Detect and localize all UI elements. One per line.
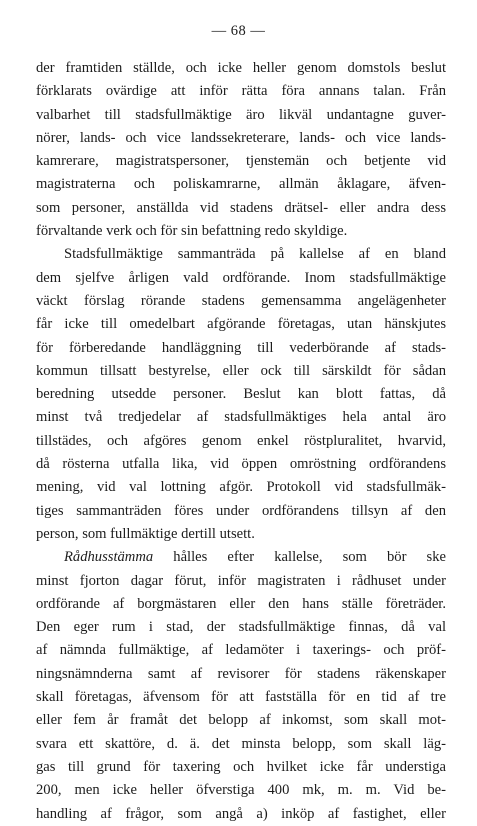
- text-line: kommun tillsatt bestyrelse, eller ock till särskildt för sådan: [36, 362, 446, 379]
- text-line: ningsnämnderna samt af revisorer för stadens räkenskaper: [36, 665, 446, 682]
- text-line: för förberedande handläggning till vederbörande af stads-: [36, 339, 446, 356]
- text-line: valbarhet till stadsfullmäktige äro likväl undantagne guver-: [36, 106, 446, 123]
- text-run: hålles efter kallelse, som bör ske: [153, 549, 446, 566]
- text-line: 200, men icke heller öfverstiga 400 mk, m. m. Vid be-: [36, 782, 446, 799]
- text-line: då rösterna utfalla lika, vid öppen omröstning ordförandens: [36, 456, 446, 473]
- text-line: eller fem år framåt det belopp af inkomst, som skall mot-: [36, 712, 446, 729]
- text-line: magistraterna och poliskamrarne, allmän åklagare, äfven-: [36, 176, 446, 193]
- paragraph-1: [36, 57, 446, 243]
- text-line: svara ett skattöre, d. ä. det minsta belopp, som skall läg-: [36, 735, 446, 752]
- text-line: kamrerare, magistratspersoner, tjenstemän och betjente vid: [36, 153, 446, 170]
- text-line: skall företagas, äfvensom för att fastställa för en tid af tre: [36, 689, 446, 706]
- text-line: person, som fullmäktige dertill utsett.: [36, 525, 255, 542]
- text-line: tiges sammanträden föres under ordförandens tillsyn af den: [36, 502, 446, 519]
- paragraph-2: [36, 243, 446, 546]
- text-line: minst två tredjedelar af stadsfullmäktiges hela antal äro: [36, 409, 446, 426]
- text-line: väckt förslag rörande stadens gemensamma angelägenheter: [36, 292, 446, 309]
- text-line: af nämnda fullmäktige, af ledamöter i taxerings- och pröf-: [36, 642, 446, 659]
- paragraph-3: [36, 546, 446, 826]
- text-line: handling af frågor, som angå a) inköp af fastighet, eller: [36, 805, 446, 822]
- italic-term: Rådhusstämma: [64, 549, 154, 566]
- text-line: förvaltande verk och för sin befattning redo skyldige.: [36, 223, 348, 240]
- text-line: dem sjelfve årligen vald ordförande. Inom stadsfullmäktige: [36, 269, 446, 286]
- text-line: minst fjorton dagar förut, inför magistraten i rådhuset under: [36, 572, 446, 589]
- text-line: mening, vid val lottning afgör. Protokoll vid stadsfullmäk-: [36, 479, 446, 496]
- text-line: får icke till omedelbart afgörande företagas, utan hänskjutes: [36, 316, 446, 333]
- text-line: Stadsfullmäktige sammanträda på kallelse af en bland: [64, 246, 446, 263]
- body-text: [36, 57, 446, 826]
- text-line: Den eger rum i stad, der stadsfullmäktige finnas, då val: [36, 619, 446, 636]
- page-number: — 68 —: [211, 23, 266, 39]
- text-line: beredning utsedde personer. Beslut kan blott fattas, då: [36, 386, 446, 403]
- text-line: ordförande af borgmästaren eller den hans ställe företräder.: [36, 595, 446, 612]
- text-line: [36, 546, 446, 569]
- text-line: förklarats ovärdige att inför rätta föra annans talan. Från: [36, 83, 446, 100]
- text-line: der framtiden ställde, och icke heller genom domstols beslut: [36, 60, 446, 76]
- text-line: gas till grund för taxering och hvilket icke får understiga: [36, 758, 446, 775]
- text-line: tillstädes, och afgöres genom enkel röstpluralitet, hvarvid,: [36, 432, 446, 449]
- text-line: nörer, lands- och vice landssekreterare, lands- och vice lands-: [36, 129, 446, 146]
- text-line: som personer, anställda vid stadens drätsel- eller andra dess: [36, 199, 446, 216]
